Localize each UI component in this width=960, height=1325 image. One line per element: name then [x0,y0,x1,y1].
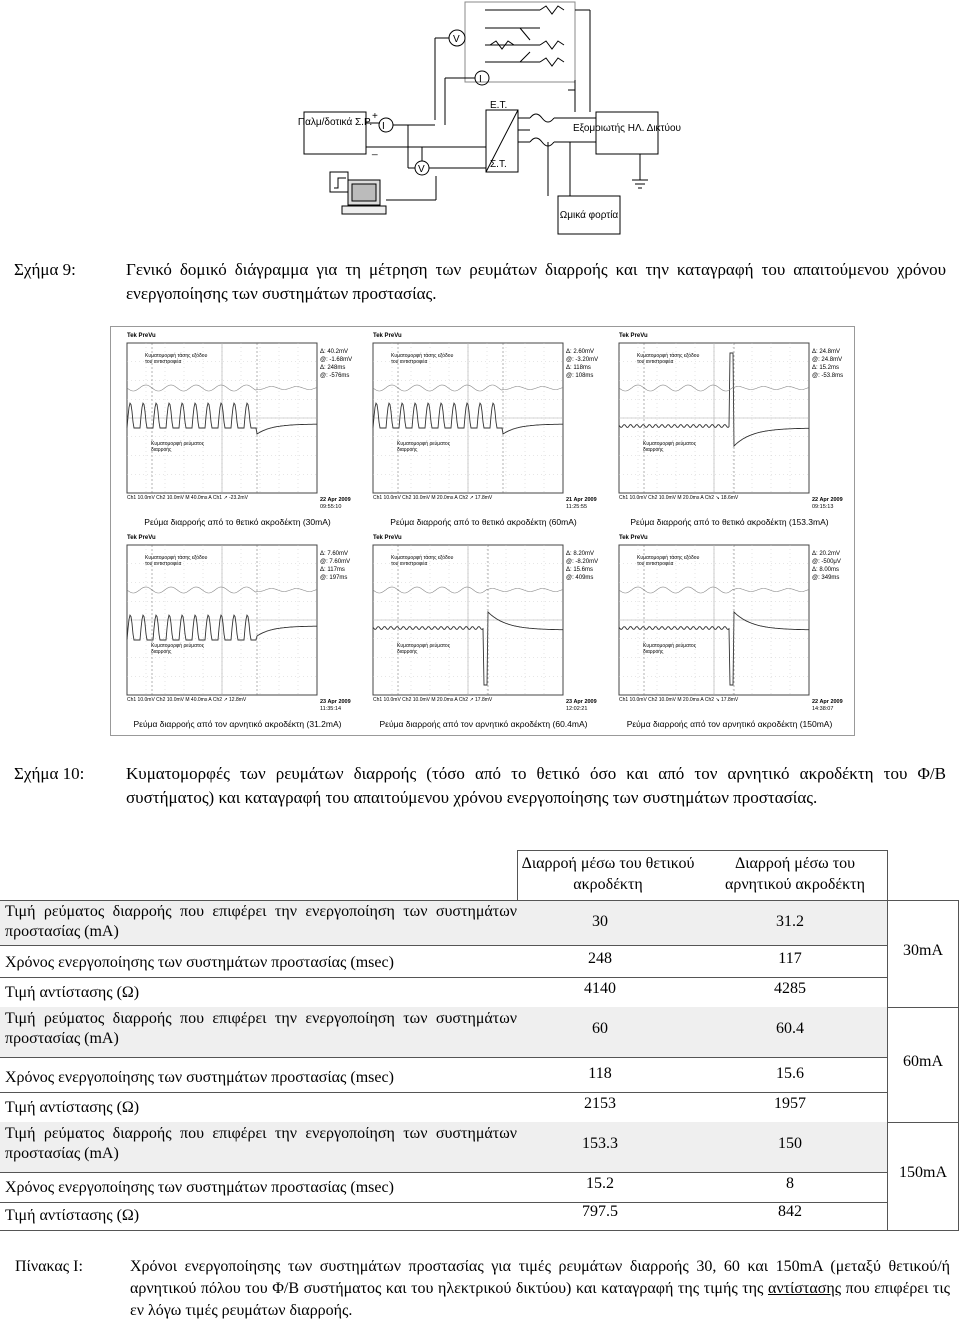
scope-readout: @: -576ms [320,373,350,379]
table-border [887,900,888,1230]
figure10-label: Σχήμα 10: [14,764,85,783]
header-negative: Διαρροή μέσω του αρνητικού ακροδέκτη [725,855,865,893]
scope-readout: Δ: 248ms [320,365,346,371]
value-positive: 2153 [584,1095,616,1112]
scope-annotation-voltage: Κυματομορφή τάσης εξόδου του αντιστροφέα [145,555,208,567]
scope-settings: Ch1 10.0mV Ch2 10.0mV M 40.0ms A Ch1 ↗ -23.2mV [127,495,248,501]
value-positive: 118 [588,1065,612,1082]
row-label: Χρόνος ενεργοποίησης των συστημάτων προστασίας (msec) [5,1179,394,1196]
header-positive: Διαρροή μέσω του θετικού ακροδέκτη [521,855,695,893]
scope-readout: @: 197ms [320,575,348,581]
oscilloscope-screen [607,533,852,735]
scope-readout: @: 24.8mV [812,357,843,363]
scope-settings: Ch1 10.0mV Ch2 10.0mV M 20.0ms A Ch2 ↘ 17.8mV [619,697,739,703]
oscilloscope-screen [361,331,606,533]
row-label: Τιμή ρεύματος διαρροής που επιφέρει την ενεργοποίηση των συστημάτων προστασίας (mA) [5,1125,517,1162]
table-row [0,1202,887,1230]
scope-date: 21 Apr 2009 [566,497,597,503]
header-border [517,850,518,900]
oscilloscope-screen [361,533,606,735]
row-label: Τιμή ρεύματος διαρροής που επιφέρει την ενεργοποίηση των συστημάτων προστασίας (mA) [5,1010,517,1047]
scope-readout: Δ: 118ms [566,365,591,371]
scope-time: 11:35:14 [320,706,342,712]
grid-emulator-label: Εξομοιωτής ΗΛ. Δικτύου [572,123,682,134]
scope-caption: Ρεύμα διαρροής από το θετικό ακροδέκτη (30mA) [144,517,331,527]
scope-annotation-voltage: Κυματομορφή τάσης εξόδου του αντιστροφέα [637,353,700,365]
scope-annotation-current: Κυματομορφή ρεύματος διαρροής [151,441,205,453]
table-caption-label: Πίνακας Ι: [15,1258,83,1275]
upper-voltage-meter-label: V [453,34,460,45]
scope-readout: Δ: 7.60mV [320,551,349,557]
value-positive: 60 [592,1020,608,1037]
inverter-ac-label: Ε.Τ. [490,100,508,111]
scope-settings: Ch1 10.0mV Ch2 10.0mV M 20.0ms A Ch2 ↗ 17.8mV [373,697,493,703]
scope-brand: Tek PreVu [127,535,156,541]
scope-readout: @: -1.68mV [320,357,353,363]
scope-annotation-current: Κυματομορφή ρεύματος διαρροής [151,643,205,655]
scope-readout: @: 349ms [812,575,840,581]
scope-time: 09:15:13 [812,504,834,510]
inverter-dc-label: Σ.Τ. [490,159,507,170]
activation-table [0,850,960,1230]
group-label: 60mA [903,1052,943,1070]
table-row [0,900,887,945]
row-label: Τιμή αντίστασης (Ω) [5,984,140,1001]
value-positive: 797.5 [582,1203,618,1220]
table-caption-underlined: αντίστασης [767,1280,842,1297]
scope-date: 23 Apr 2009 [566,699,597,705]
value-negative: 117 [778,950,802,967]
scope-brand: Tek PreVu [619,333,648,339]
table-caption-part2: που επιφέρει τις εν λόγω τιμές ρευμάτων διαρροής. [130,1280,950,1319]
scope-readout: Δ: 20.2mV [812,551,841,557]
value-negative: 150 [778,1135,802,1152]
resistive-load-label: Ωμικά φορτία [559,210,619,221]
scope-annotation-current: Κυματομορφή ρεύματος διαρροής [397,441,451,453]
scope-time: 14:38:07 [812,706,834,712]
value-negative: 1957 [774,1095,806,1112]
value-negative: 842 [778,1203,802,1220]
value-positive: 248 [588,950,612,967]
scope-brand: Tek PreVu [127,333,156,339]
figure10-caption [0,762,960,834]
group-separator [887,1007,959,1008]
scope-annotation-voltage: Κυματομορφή τάσης εξόδου του αντιστροφέα [391,353,454,365]
table-border [958,900,959,1230]
group-label: 150mA [899,1164,947,1181]
table-caption-part1: Χρόνοι ενεργοποίησης των συστημάτων προστασίας για τιμές ρευμάτων διαρροής 30, 60 και 150mA (μεταξύ θετικού/ή αρνητικού πόλου του Φ/Β συστήματος και του ηλεκτρικού δικτύου) και καταγραφή της τιμής της [130,1258,950,1297]
scope-readout: Δ: 8.20mV [566,551,595,557]
scope-caption: Ρεύμα διαρροής από τον αρνητικό ακροδέκτη (150mA) [626,719,833,729]
scope-time: 09:55:10 [320,504,342,510]
table-row [0,945,887,977]
upper-current-meter-label: I [479,74,482,85]
scope-annotation-current: Κυματομορφή ρεύματος διαρροής [643,643,697,655]
figure9-label: Σχήμα 9: [14,260,76,279]
value-negative: 60.4 [776,1020,804,1037]
scope-readout: Δ: 15.2ms [812,365,840,371]
scope-readout: Δ: 117ms [320,567,345,573]
scope-annotation-current: Κυματομορφή ρεύματος διαρροής [397,643,451,655]
group-label: 30mA [903,941,943,959]
scope-readout: @: 108ms [566,373,594,379]
scope-readout: @: 7.60mV [320,559,351,565]
scope-date: 22 Apr 2009 [320,497,351,503]
table-row [0,1092,887,1122]
scope-readout: @: 409ms [566,575,594,581]
value-positive: 4140 [584,980,616,997]
group-separator [887,1230,959,1231]
scope-readout: Δ: 8.00ms [812,567,840,573]
scope-brand: Tek PreVu [373,333,402,339]
table-row [0,1057,887,1092]
scope-annotation-voltage: Κυματομορφή τάσης εξόδου του αντιστροφέα [391,555,454,567]
group-separator [887,1122,959,1123]
scope-date: 22 Apr 2009 [812,699,843,705]
scope-caption: Ρεύμα διαρροής από το θετικό ακροδέκτη (153.3mA) [630,517,829,527]
scope-readout: @: -3.20mV [566,357,599,363]
row-label: Τιμή ρεύματος διαρροής που επιφέρει την ενεργοποίηση των συστημάτων προστασίας (mA) [5,903,517,940]
row-label: Χρόνος ενεργοποίησης των συστημάτων προστασίας (msec) [5,1069,394,1086]
scope-readout: Δ: 24.8mV [812,349,841,355]
scope-caption: Ρεύμα διαρροής από τον αρνητικό ακροδέκτη (31.2mA) [133,719,342,729]
row-separator [0,1230,887,1231]
figure10-text: Κυματομορφές των ρευμάτων διαρροής (τόσο από το θετικό όσο και από τον αρνητικό ακροδέκτη του Φ/Β συστήματος) και καταγραφή του απαιτούμενου χρόνου ενεργοποίησης των συστημάτων προστασίας. [126,764,946,807]
scope-readout: Δ: 15.6ms [566,567,594,573]
scope-time: 11:25:55 [566,504,588,510]
table-row [0,1007,887,1057]
oscilloscope-screen [607,331,852,533]
figure9-text: Γενικό δομικό διάγραμμα για τη μέτρηση των ρευμάτων διαρροής και την καταγραφή του απαιτούμενου χρόνου ενεργοποίησης των συστημάτων προστασίας. [126,260,946,303]
scope-settings: Ch1 10.0mV Ch2 10.0mV M 20.0ms A Ch2 ↗ 17.8mV [373,495,493,501]
table-top-border [0,900,959,901]
scope-settings: Ch1 10.0mV Ch2 10.0mV M 20.0ms A Ch2 ↘ 18.6mV [619,495,739,501]
table-caption-text [130,1256,950,1322]
block-diagram [290,0,682,245]
scope-caption: Ρεύμα διαρροής από το θετικό ακροδέκτη (60mA) [390,517,577,527]
oscilloscope-screen [115,331,360,533]
scope-readout: @: -53.8ms [812,373,844,379]
scope-readout: Δ: 40.2mV [320,349,349,355]
minus-sign: _ [372,145,378,156]
row-label: Τιμή αντίστασης (Ω) [5,1207,140,1224]
scope-date: 22 Apr 2009 [812,497,843,503]
value-positive: 30 [592,913,608,930]
table-row [0,977,887,1007]
scope-annotation-voltage: Κυματομορφή τάσης εξόδου του αντιστροφέα [637,555,700,567]
scope-settings: Ch1 10.0mV Ch2 10.0mV M 40.0ms A Ch2 ↗ 12.8mV [127,697,247,703]
scope-annotation-current: Κυματομορφή ρεύματος διαρροής [643,441,697,453]
current-meter-label: I [382,121,385,132]
voltage-meter-label: V [418,164,425,175]
scope-readout: Δ: 2.60mV [566,349,595,355]
header-border [517,850,887,851]
pv-generator-label: Παλμ/δοτικά Σ.Ρ. [297,117,373,128]
value-positive: 15.2 [586,1175,614,1192]
scope-caption: Ρεύμα διαρροής από τον αρνητικό ακροδέκτη (60.4mA) [379,719,588,729]
plus-sign: + [372,111,378,122]
value-negative: 15.6 [776,1065,804,1082]
figure9-caption [0,258,960,310]
table-row [0,1122,887,1172]
row-label: Τιμή αντίστασης (Ω) [5,1099,140,1116]
value-negative: 8 [786,1175,794,1192]
value-negative: 4285 [774,980,806,997]
oscilloscope-screen [115,533,360,735]
row-label: Χρόνος ενεργοποίησης των συστημάτων προστασίας (msec) [5,954,394,971]
scope-readout: @: -8.20mV [566,559,599,565]
value-negative: 31.2 [776,913,804,930]
scope-annotation-voltage: Κυματομορφή τάσης εξόδου του αντιστροφέα [145,353,208,365]
scope-readout: @: -500μV [812,559,841,565]
block-diagram-svg [290,0,682,245]
scope-brand: Tek PreVu [373,535,402,541]
value-positive: 153.3 [582,1135,618,1152]
scope-time: 12:02:21 [566,706,588,712]
oscilloscope-panel [110,326,855,736]
scope-brand: Tek PreVu [619,535,648,541]
scope-date: 23 Apr 2009 [320,699,351,705]
table-row [0,1172,887,1202]
header-border [887,850,888,900]
